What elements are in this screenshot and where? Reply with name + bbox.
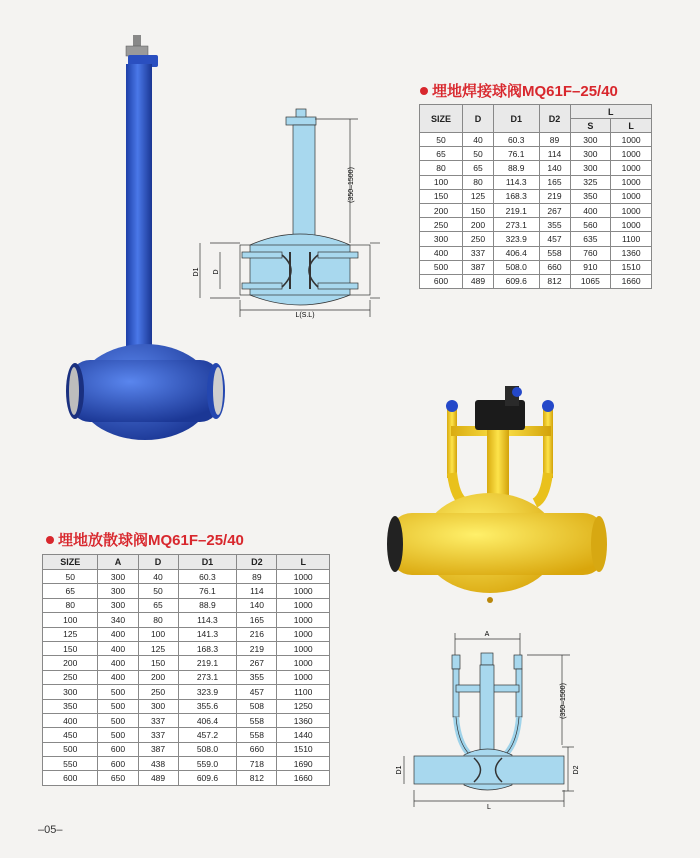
table-cell: 387 (462, 260, 493, 274)
table-cell: 273.1 (178, 670, 237, 684)
table-cell: 337 (138, 728, 178, 742)
table-cell: 250 (43, 670, 98, 684)
table-cell: 660 (539, 260, 570, 274)
table-cell: 140 (539, 161, 570, 175)
table-cell: 219.1 (178, 656, 237, 670)
table-cell: 500 (98, 713, 138, 727)
table-cell: 558 (237, 728, 277, 742)
table-cell: 150 (43, 641, 98, 655)
table-row (420, 274, 652, 288)
table-cell: 125 (43, 627, 98, 641)
table-row (43, 656, 330, 670)
table-cell: 165 (539, 175, 570, 189)
table-cell: 1360 (277, 713, 330, 727)
table-cell: 1000 (611, 161, 652, 175)
header-d2: D2 (539, 105, 570, 133)
table-cell: 489 (462, 274, 493, 288)
table-cell: 250 (462, 232, 493, 246)
table-cell: 812 (237, 771, 277, 785)
table-cell: 114.3 (178, 613, 237, 627)
table-row (420, 260, 652, 274)
drawing2-d1-label: D1 (396, 765, 403, 775)
table-row (43, 699, 330, 713)
table-cell: 337 (138, 713, 178, 727)
table-cell: 50 (462, 147, 493, 161)
table-cell: 216 (237, 627, 277, 641)
table-cell: 65 (138, 598, 178, 612)
table-cell: 60.3 (493, 133, 539, 147)
table-cell: 1100 (611, 232, 652, 246)
table-cell: 1000 (277, 670, 330, 684)
table-cell: 250 (138, 685, 178, 699)
table-cell: 635 (570, 232, 611, 246)
table-cell: 1000 (277, 598, 330, 612)
table-cell: 141.3 (178, 627, 237, 641)
table-header-cell: A (98, 555, 138, 570)
table-cell: 400 (570, 203, 611, 217)
table-cell: 1000 (611, 147, 652, 161)
table-cell: 200 (420, 203, 463, 217)
table-cell: 323.9 (178, 685, 237, 699)
table-cell: 1000 (277, 613, 330, 627)
table-cell: 219 (237, 641, 277, 655)
table-cell: 200 (462, 218, 493, 232)
table-cell: 1510 (611, 260, 652, 274)
table-cell: 168.3 (178, 641, 237, 655)
table-cell: 100 (43, 613, 98, 627)
table-cell: 150 (138, 656, 178, 670)
table-cell: 350 (570, 189, 611, 203)
table-cell: 559.0 (178, 757, 237, 771)
table-row (420, 232, 652, 246)
table-cell: 65 (43, 584, 98, 598)
table-cell: 40 (462, 133, 493, 147)
table-row (43, 728, 330, 742)
table-cell: 550 (43, 757, 98, 771)
table-cell: 500 (420, 260, 463, 274)
table-row (420, 203, 652, 217)
drawing1-d-label: D (213, 269, 220, 275)
table-cell: 114.3 (493, 175, 539, 189)
table-cell: 300 (570, 133, 611, 147)
table-cell: 400 (98, 627, 138, 641)
table-cell: 600 (420, 274, 463, 288)
table-cell: 609.6 (178, 771, 237, 785)
drawing2-length-label: L (487, 804, 491, 810)
table-cell: 508 (237, 699, 277, 713)
table-cell: 50 (43, 570, 98, 584)
bleed-valve-spec-table (42, 554, 330, 786)
table-cell: 457 (237, 685, 277, 699)
table-cell: 219 (539, 189, 570, 203)
table-cell: 400 (43, 713, 98, 727)
table-cell: 1660 (277, 771, 330, 785)
table-cell: 400 (420, 246, 463, 260)
table-cell: 88.9 (493, 161, 539, 175)
table-header-cell: D1 (178, 555, 237, 570)
table-cell: 387 (138, 742, 178, 756)
table-row (420, 189, 652, 203)
table-cell: 1000 (277, 656, 330, 670)
table-cell: 88.9 (178, 598, 237, 612)
table-cell: 125 (462, 189, 493, 203)
table-cell: 457.2 (178, 728, 237, 742)
table-cell: 89 (237, 570, 277, 584)
table-cell: 50 (420, 133, 463, 147)
table-cell: 114 (539, 147, 570, 161)
table2-title (46, 529, 244, 550)
header-size: SIZE (420, 105, 463, 133)
table-cell: 1000 (277, 584, 330, 598)
table-cell: 300 (420, 232, 463, 246)
header-d: D (462, 105, 493, 133)
table-cell: 267 (237, 656, 277, 670)
table-header-cell: SIZE (43, 555, 98, 570)
table-row (43, 584, 330, 598)
yellow-valve-photo (385, 378, 610, 608)
table2-header-row (43, 555, 330, 570)
table-cell: 760 (570, 246, 611, 260)
table2-title-text: 埋地放散球阀MQ61F–25/40 (58, 532, 244, 549)
table-cell: 165 (237, 613, 277, 627)
table-row (43, 713, 330, 727)
table-cell: 1000 (611, 218, 652, 232)
table-row (420, 246, 652, 260)
bullet-dot-icon (420, 87, 428, 95)
table2-body (43, 570, 330, 786)
table-cell: 140 (237, 598, 277, 612)
table-row (420, 218, 652, 232)
table-cell: 300 (98, 598, 138, 612)
table-cell: 718 (237, 757, 277, 771)
table-row (43, 685, 330, 699)
table-cell: 80 (462, 175, 493, 189)
table-cell: 1000 (277, 570, 330, 584)
welded-valve-drawing (190, 105, 390, 320)
table-cell: 457 (539, 232, 570, 246)
table-cell: 1000 (611, 189, 652, 203)
table-cell: 219.1 (493, 203, 539, 217)
table-cell: 400 (98, 656, 138, 670)
table-cell: 200 (43, 656, 98, 670)
table-cell: 267 (539, 203, 570, 217)
table-row (420, 133, 652, 147)
table-cell: 406.4 (178, 713, 237, 727)
table-row (43, 771, 330, 785)
table-cell: 355.6 (178, 699, 237, 713)
table-cell: 355 (237, 670, 277, 684)
table-cell: 100 (420, 175, 463, 189)
table-cell: 80 (420, 161, 463, 175)
table-header-cell: L (277, 555, 330, 570)
table-cell: 400 (98, 670, 138, 684)
table-cell: 60.3 (178, 570, 237, 584)
table-cell: 1000 (611, 175, 652, 189)
table-cell: 80 (138, 613, 178, 627)
table-cell: 337 (462, 246, 493, 260)
table-cell: 650 (98, 771, 138, 785)
table-cell: 1000 (277, 641, 330, 655)
table1-title (420, 80, 618, 101)
table-cell: 609.6 (493, 274, 539, 288)
header-l: L (570, 105, 651, 119)
table-cell: 600 (98, 742, 138, 756)
table-cell: 508.0 (493, 260, 539, 274)
drawing2-d2-label: D2 (573, 765, 580, 775)
drawing2-height-label: (350–1500) (560, 683, 567, 719)
table-cell: 50 (138, 584, 178, 598)
table-cell: 1360 (611, 246, 652, 260)
table-cell: 910 (570, 260, 611, 274)
table-row (420, 147, 652, 161)
table-cell: 812 (539, 274, 570, 288)
bullet-dot-icon (46, 536, 54, 544)
table-cell: 558 (539, 246, 570, 260)
table-row (43, 598, 330, 612)
table-cell: 1100 (277, 685, 330, 699)
table-row (420, 175, 652, 189)
table-cell: 500 (43, 742, 98, 756)
table-cell: 558 (237, 713, 277, 727)
table-cell: 600 (98, 757, 138, 771)
table-header-cell: D2 (237, 555, 277, 570)
table-cell: 1065 (570, 274, 611, 288)
drawing2-a-label: A (484, 631, 490, 638)
table-cell: 450 (43, 728, 98, 742)
table-cell: 65 (420, 147, 463, 161)
table-row (43, 627, 330, 641)
table-cell: 1690 (277, 757, 330, 771)
header-l-sub: L (611, 119, 652, 133)
table-cell: 76.1 (178, 584, 237, 598)
table-cell: 114 (237, 584, 277, 598)
table-row (43, 613, 330, 627)
header-d1: D1 (493, 105, 539, 133)
table-cell: 89 (539, 133, 570, 147)
table-cell: 1250 (277, 699, 330, 713)
table-cell: 406.4 (493, 246, 539, 260)
table-cell: 489 (138, 771, 178, 785)
table-cell: 40 (138, 570, 178, 584)
table-row (43, 641, 330, 655)
table1-body (420, 133, 652, 289)
table-cell: 150 (420, 189, 463, 203)
table-row (43, 670, 330, 684)
table-cell: 168.3 (493, 189, 539, 203)
table-cell: 150 (462, 203, 493, 217)
table-cell: 340 (98, 613, 138, 627)
table-cell: 1000 (277, 627, 330, 641)
table-cell: 323.9 (493, 232, 539, 246)
drawing1-height-label: (350–1500) (348, 167, 355, 203)
table-cell: 560 (570, 218, 611, 232)
table-cell: 100 (138, 627, 178, 641)
table-row (43, 570, 330, 584)
table-cell: 325 (570, 175, 611, 189)
page-number: –05– (38, 824, 63, 836)
table-cell: 80 (43, 598, 98, 612)
table-row (420, 161, 652, 175)
table1-title-text: 埋地焊接球阀MQ61F–25/40 (432, 83, 618, 100)
table-cell: 350 (43, 699, 98, 713)
table-cell: 273.1 (493, 218, 539, 232)
table-cell: 300 (43, 685, 98, 699)
table-cell: 300 (98, 584, 138, 598)
table-cell: 1440 (277, 728, 330, 742)
table-cell: 400 (98, 641, 138, 655)
table-cell: 1510 (277, 742, 330, 756)
table-cell: 1000 (611, 133, 652, 147)
table-cell: 250 (420, 218, 463, 232)
drawing1-length-label: L(S.L) (295, 312, 315, 319)
table-cell: 76.1 (493, 147, 539, 161)
table-cell: 300 (138, 699, 178, 713)
table-cell: 500 (98, 728, 138, 742)
drawing1-d1-label: D1 (193, 267, 200, 277)
table-cell: 1660 (611, 274, 652, 288)
table-cell: 438 (138, 757, 178, 771)
table-cell: 300 (570, 147, 611, 161)
table-cell: 1000 (611, 203, 652, 217)
table-cell: 600 (43, 771, 98, 785)
header-s: S (570, 119, 611, 133)
table-row (43, 742, 330, 756)
table-cell: 300 (98, 570, 138, 584)
table-header-cell: D (138, 555, 178, 570)
table-cell: 660 (237, 742, 277, 756)
table-cell: 355 (539, 218, 570, 232)
table-cell: 500 (98, 699, 138, 713)
table-cell: 125 (138, 641, 178, 655)
table-cell: 65 (462, 161, 493, 175)
welded-valve-spec-table (419, 104, 652, 289)
table-row (43, 757, 330, 771)
table-cell: 300 (570, 161, 611, 175)
table-cell: 508.0 (178, 742, 237, 756)
table-cell: 500 (98, 685, 138, 699)
bleed-valve-drawing (392, 625, 592, 810)
table-cell: 200 (138, 670, 178, 684)
